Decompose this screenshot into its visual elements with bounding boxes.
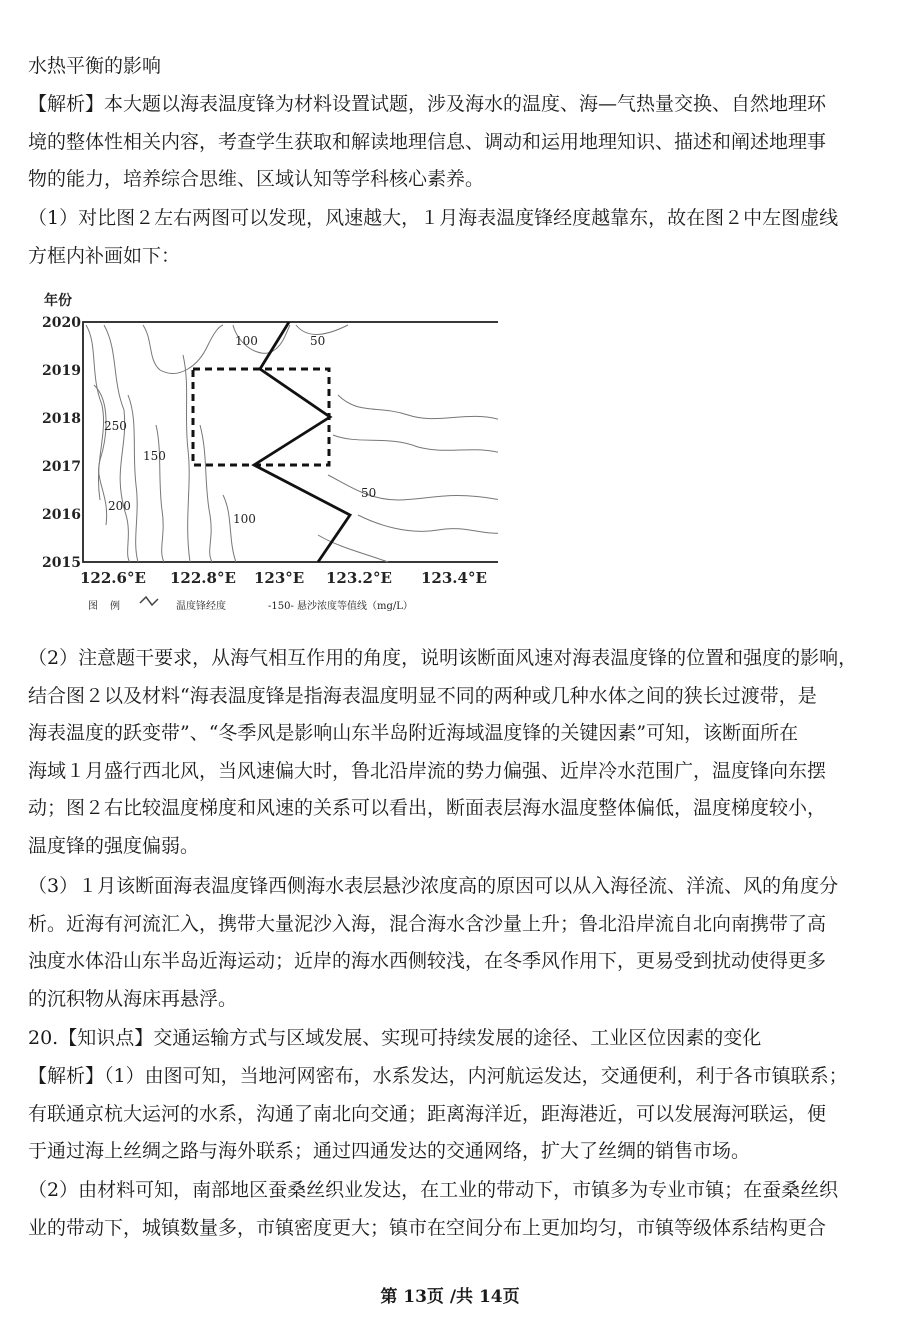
text-line: 的沉积物从海床再悬浮。 [28,987,238,1010]
text-line: 物的能力，培养综合思维、区域认知等学科核心素养。 [28,168,485,190]
paragraph [28,1058,872,1171]
legend-front-symbol [140,597,158,605]
legend-front-label: 温度锋经度 [176,601,226,612]
x-tick-labels [80,569,487,587]
contour-label: 100 [235,334,258,348]
y-tick: 2019 [42,363,81,379]
legend-contour-label: -150- 悬沙浓度等值线（mg/L） [268,601,413,612]
x-tick: 122.6°E [80,569,146,587]
text-line: 业的带动下，城镇数量多，市镇密度更大；镇市在空间分布上更加均匀，市镇等级体系结构更合 [28,1216,827,1239]
page-footer: 第 13页 /共 14页 [380,1287,520,1307]
text-line: 水热平衡的影响 [28,55,162,77]
paragraph [28,200,872,275]
paragraph [28,868,872,1018]
y-tick: 2020 [42,315,81,331]
text-line: （3）１月该断面海表温度锋西侧海水表层悬沙浓度高的原因可以从入海径流、洋流、风的角度分 [28,875,839,897]
x-tick: 123°E [254,569,305,587]
legend-title: 图 [88,601,98,612]
legend [88,597,413,612]
text-line: 20.【知识点】交通运输方式与区域发展、实现可持续发展的途径、工业区位因素的变化 [28,1027,762,1049]
dashed-box [193,369,329,465]
contour-label: 200 [108,499,131,513]
contour-label: 100 [233,512,256,526]
text-line: 境的整体性相关内容，考查学生获取和解读地理信息、调动和运用地理知识、描述和阐述地理事 [28,130,827,153]
text-line: 【解析】（1）由图可知，当地河网密布，水系发达，内河航运发达，交通便利，利于各市镇联系； [28,1065,848,1087]
text-line: 于通过海上丝绸之路与海外联系；通过四通发达的交通网络，扩大了丝绸的销售市场。 [28,1140,751,1162]
contour-lines [86,325,498,562]
paragraph [28,1020,872,1058]
paragraph [28,48,872,86]
text-line: 动；图２右比较温度梯度和风速的关系可以看出，断面表层海水温度整体偏低，温度梯度较小， [28,797,827,819]
text-line: 析。近海有河流汇入，携带大量泥沙入海，混合海水含沙量上升；鲁北沿岸流自北向南携带了高 [28,912,827,935]
x-tick: 122.8°E [170,569,236,587]
x-tick: 123.4°E [421,569,487,587]
text-line: 方框内补画如下： [28,244,181,267]
text-line: 【解析】本大题以海表温度锋为材料设置试题，涉及海水的温度、海—气热量交换、自然地理环 [28,93,827,115]
text-line: 结合图２以及材料“海表温度锋是指海表温度明显不同的两种或几种水体之间的狭长过渡带，是 [28,684,817,707]
text-line: 浊度水体沿山东半岛近海运动；近岸的海水西侧较浅，在冬季风作用下，更易受到扰动使得更多 [28,950,827,972]
text-line: 海域１月盛行西北风，当风速偏大时，鲁北沿岸流的势力偏强、近岸冷水范围广，温度锋向东摆 [28,759,827,782]
y-axis-title: 年份 [44,293,72,309]
contour-label: 150 [143,449,166,463]
text-line: （2）注意题干要求，从海气相互作用的角度，说明该断面风速对海表温度锋的位置和强度的影响， [28,647,858,669]
paragraph [28,640,872,865]
figure-chart [28,285,498,620]
legend-title: 例 [110,601,120,612]
y-tick: 2015 [42,555,81,571]
paragraph [28,86,872,199]
y-tick: 2018 [42,411,81,427]
paragraph [28,1172,872,1247]
text-line: 有联通京杭大运河的水系，沟通了南北向交通；距离海洋近，距海港近，可以发展海河联运，便 [28,1102,827,1125]
contour-label: 250 [104,419,127,433]
y-tick-labels [42,315,81,571]
y-tick: 2017 [42,459,81,475]
contour-label: 50 [361,486,377,500]
temperature-front-line [254,322,350,562]
text-line: （1）对比图２左右两图可以发现，风速越大，１月海表温度锋经度越靠东，故在图２中左图虚线 [28,207,839,229]
text-line: 海表温度的跃变带”、“冬季风是影响山东半岛附近海域温度锋的关键因素”可知，该断面所在 [28,722,799,744]
y-tick: 2016 [42,507,81,523]
contour-label: 50 [310,334,326,348]
text-line: （2）由材料可知，南部地区蚕桑丝织业发达，在工业的带动下，市镇多为专业市镇；在蚕桑丝织 [28,1179,839,1201]
text-line: 温度锋的强度偏弱。 [28,834,200,857]
contour-value-labels [104,334,376,526]
x-tick: 123.2°E [326,569,392,587]
